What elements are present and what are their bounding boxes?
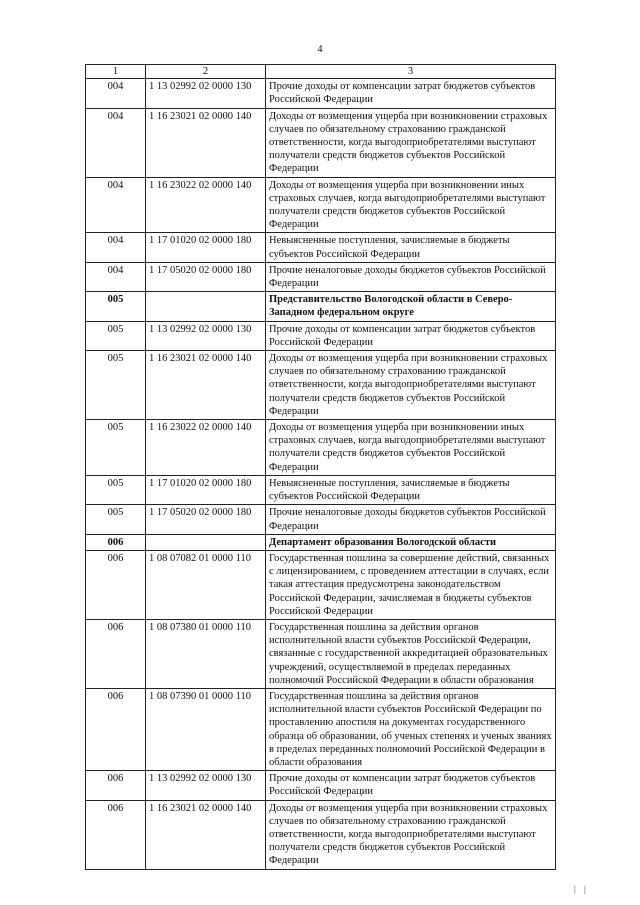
table-row xyxy=(86,177,556,233)
revenue-code-cell: 1 17 01020 02 0000 180 xyxy=(146,475,266,504)
admin-code-cell: 004 xyxy=(86,233,146,262)
admin-code-cell: 005 xyxy=(86,475,146,504)
revenue-name-cell: Прочие доходы от компенсации затрат бюджетов субъектов Российской Федерации xyxy=(266,321,556,350)
revenue-code-cell: 1 13 02992 02 0000 130 xyxy=(146,321,266,350)
revenue-name-cell: Прочие неналоговые доходы бюджетов субъектов Российской Федерации xyxy=(266,505,556,534)
table-row xyxy=(86,321,556,350)
table-row xyxy=(86,688,556,770)
admin-code-cell: 005 xyxy=(86,505,146,534)
header-col-2: 2 xyxy=(146,65,266,79)
table-row xyxy=(86,619,556,688)
revenue-name-cell: Представительство Вологодской области в Северо-Западном федеральном округе xyxy=(266,292,556,321)
revenue-code-cell: 1 16 23021 02 0000 140 xyxy=(146,800,266,869)
admin-code-cell: 004 xyxy=(86,262,146,291)
admin-code-cell: 006 xyxy=(86,771,146,800)
table-header-row xyxy=(86,65,556,79)
admin-code-cell: 004 xyxy=(86,177,146,233)
revenue-code-cell: 1 16 23022 02 0000 140 xyxy=(146,177,266,233)
revenue-code-cell: 1 08 07380 01 0000 110 xyxy=(146,619,266,688)
revenue-name-cell: Доходы от возмещения ущерба при возникновении иных страховых случаев, когда выгодоприобретателями выступают получатели средств бюджетов субъектов Российской Федерации xyxy=(266,177,556,233)
table-row xyxy=(86,800,556,869)
revenue-code-cell: 1 13 02992 02 0000 130 xyxy=(146,771,266,800)
header-col-3: 3 xyxy=(266,65,556,79)
table-row xyxy=(86,420,556,476)
admin-code-cell: 005 xyxy=(86,292,146,321)
page-number: 4 xyxy=(317,44,323,55)
admin-code-cell: 006 xyxy=(86,800,146,869)
admin-code-cell: 005 xyxy=(86,420,146,476)
revenue-code-cell xyxy=(146,534,266,550)
revenue-code-cell: 1 17 01020 02 0000 180 xyxy=(146,233,266,262)
revenue-name-cell: Прочие доходы от компенсации затрат бюджетов субъектов Российской Федерации xyxy=(266,771,556,800)
revenue-name-cell: Доходы от возмещения ущерба при возникновении иных страховых случаев, когда выгодоприобретателями выступают получатели средств бюджетов субъектов Российской Федерации xyxy=(266,420,556,476)
admin-code-cell: 004 xyxy=(86,79,146,108)
revenue-code-cell xyxy=(146,292,266,321)
header-col-1: 1 xyxy=(86,65,146,79)
revenue-code-cell: 1 16 23022 02 0000 140 xyxy=(146,420,266,476)
table-row xyxy=(86,108,556,177)
revenue-name-cell: Департамент образования Вологодской области xyxy=(266,534,556,550)
table-row xyxy=(86,233,556,262)
table-row xyxy=(86,505,556,534)
revenue-name-cell: Прочие неналоговые доходы бюджетов субъектов Российской Федерации xyxy=(266,262,556,291)
revenue-name-cell: Невыясненные поступления, зачисляемые в бюджеты субъектов Российской Федерации xyxy=(266,475,556,504)
revenue-name-cell: Государственная пошлина за действия органов исполнительной власти субъектов Российской Федерации по проставлению апостиля на документах государственного образца об образовании, об ученых степенях и ученых званиях в пределах переданных полномочий Российской Федерации в области образования xyxy=(266,688,556,770)
scan-mark: | | xyxy=(574,884,589,894)
revenue-code-cell: 1 16 23021 02 0000 140 xyxy=(146,108,266,177)
table-row xyxy=(86,292,556,321)
table-row xyxy=(86,351,556,420)
revenue-code-cell: 1 13 02992 02 0000 130 xyxy=(146,79,266,108)
admin-code-cell: 006 xyxy=(86,688,146,770)
revenue-name-cell: Доходы от возмещения ущерба при возникновении страховых случаев по обязательному страхованию гражданской ответственности, когда выгодоприобретателями выступают получатели средств бюджетов субъектов Российской Федерации xyxy=(266,351,556,420)
revenue-codes-table xyxy=(85,64,556,870)
revenue-code-cell: 1 17 05020 02 0000 180 xyxy=(146,262,266,291)
table-row xyxy=(86,262,556,291)
table-row xyxy=(86,534,556,550)
admin-code-cell: 005 xyxy=(86,321,146,350)
admin-code-cell: 006 xyxy=(86,619,146,688)
table-row xyxy=(86,475,556,504)
revenue-name-cell: Государственная пошлина за действия органов исполнительной власти субъектов Российской Федерации, связанные с государственной аккредитацией образовательных учреждений, осуществляемой в пределах переданных полномочий Российской Федерации в области образования xyxy=(266,619,556,688)
table-body xyxy=(86,79,556,869)
revenue-code-cell: 1 17 05020 02 0000 180 xyxy=(146,505,266,534)
revenue-name-cell: Невыясненные поступления, зачисляемые в бюджеты субъектов Российской Федерации xyxy=(266,233,556,262)
table-row xyxy=(86,550,556,619)
table-row xyxy=(86,79,556,108)
admin-code-cell: 006 xyxy=(86,550,146,619)
admin-code-cell: 006 xyxy=(86,534,146,550)
revenue-name-cell: Государственная пошлина за совершение действий, связанных с лицензированием, с проведением аттестации в случаях, если такая аттестация предусмотрена законодательством Российской Федерации, зачисляемая в бюджеты субъектов Российской Федерации xyxy=(266,550,556,619)
revenue-code-cell: 1 08 07082 01 0000 110 xyxy=(146,550,266,619)
admin-code-cell: 004 xyxy=(86,108,146,177)
revenue-code-cell: 1 08 07390 01 0000 110 xyxy=(146,688,266,770)
table-row xyxy=(86,771,556,800)
admin-code-cell: 005 xyxy=(86,351,146,420)
revenue-name-cell: Доходы от возмещения ущерба при возникновении страховых случаев по обязательному страхованию гражданской ответственности, когда выгодоприобретателями выступают получатели средств бюджетов субъектов Российской Федерации xyxy=(266,800,556,869)
revenue-code-cell: 1 16 23021 02 0000 140 xyxy=(146,351,266,420)
revenue-name-cell: Прочие доходы от компенсации затрат бюджетов субъектов Российской Федерации xyxy=(266,79,556,108)
revenue-name-cell: Доходы от возмещения ущерба при возникновении страховых случаев по обязательному страхованию гражданской ответственности, когда выгодоприобретателями выступают получатели средств бюджетов субъектов Российской Федерации xyxy=(266,108,556,177)
